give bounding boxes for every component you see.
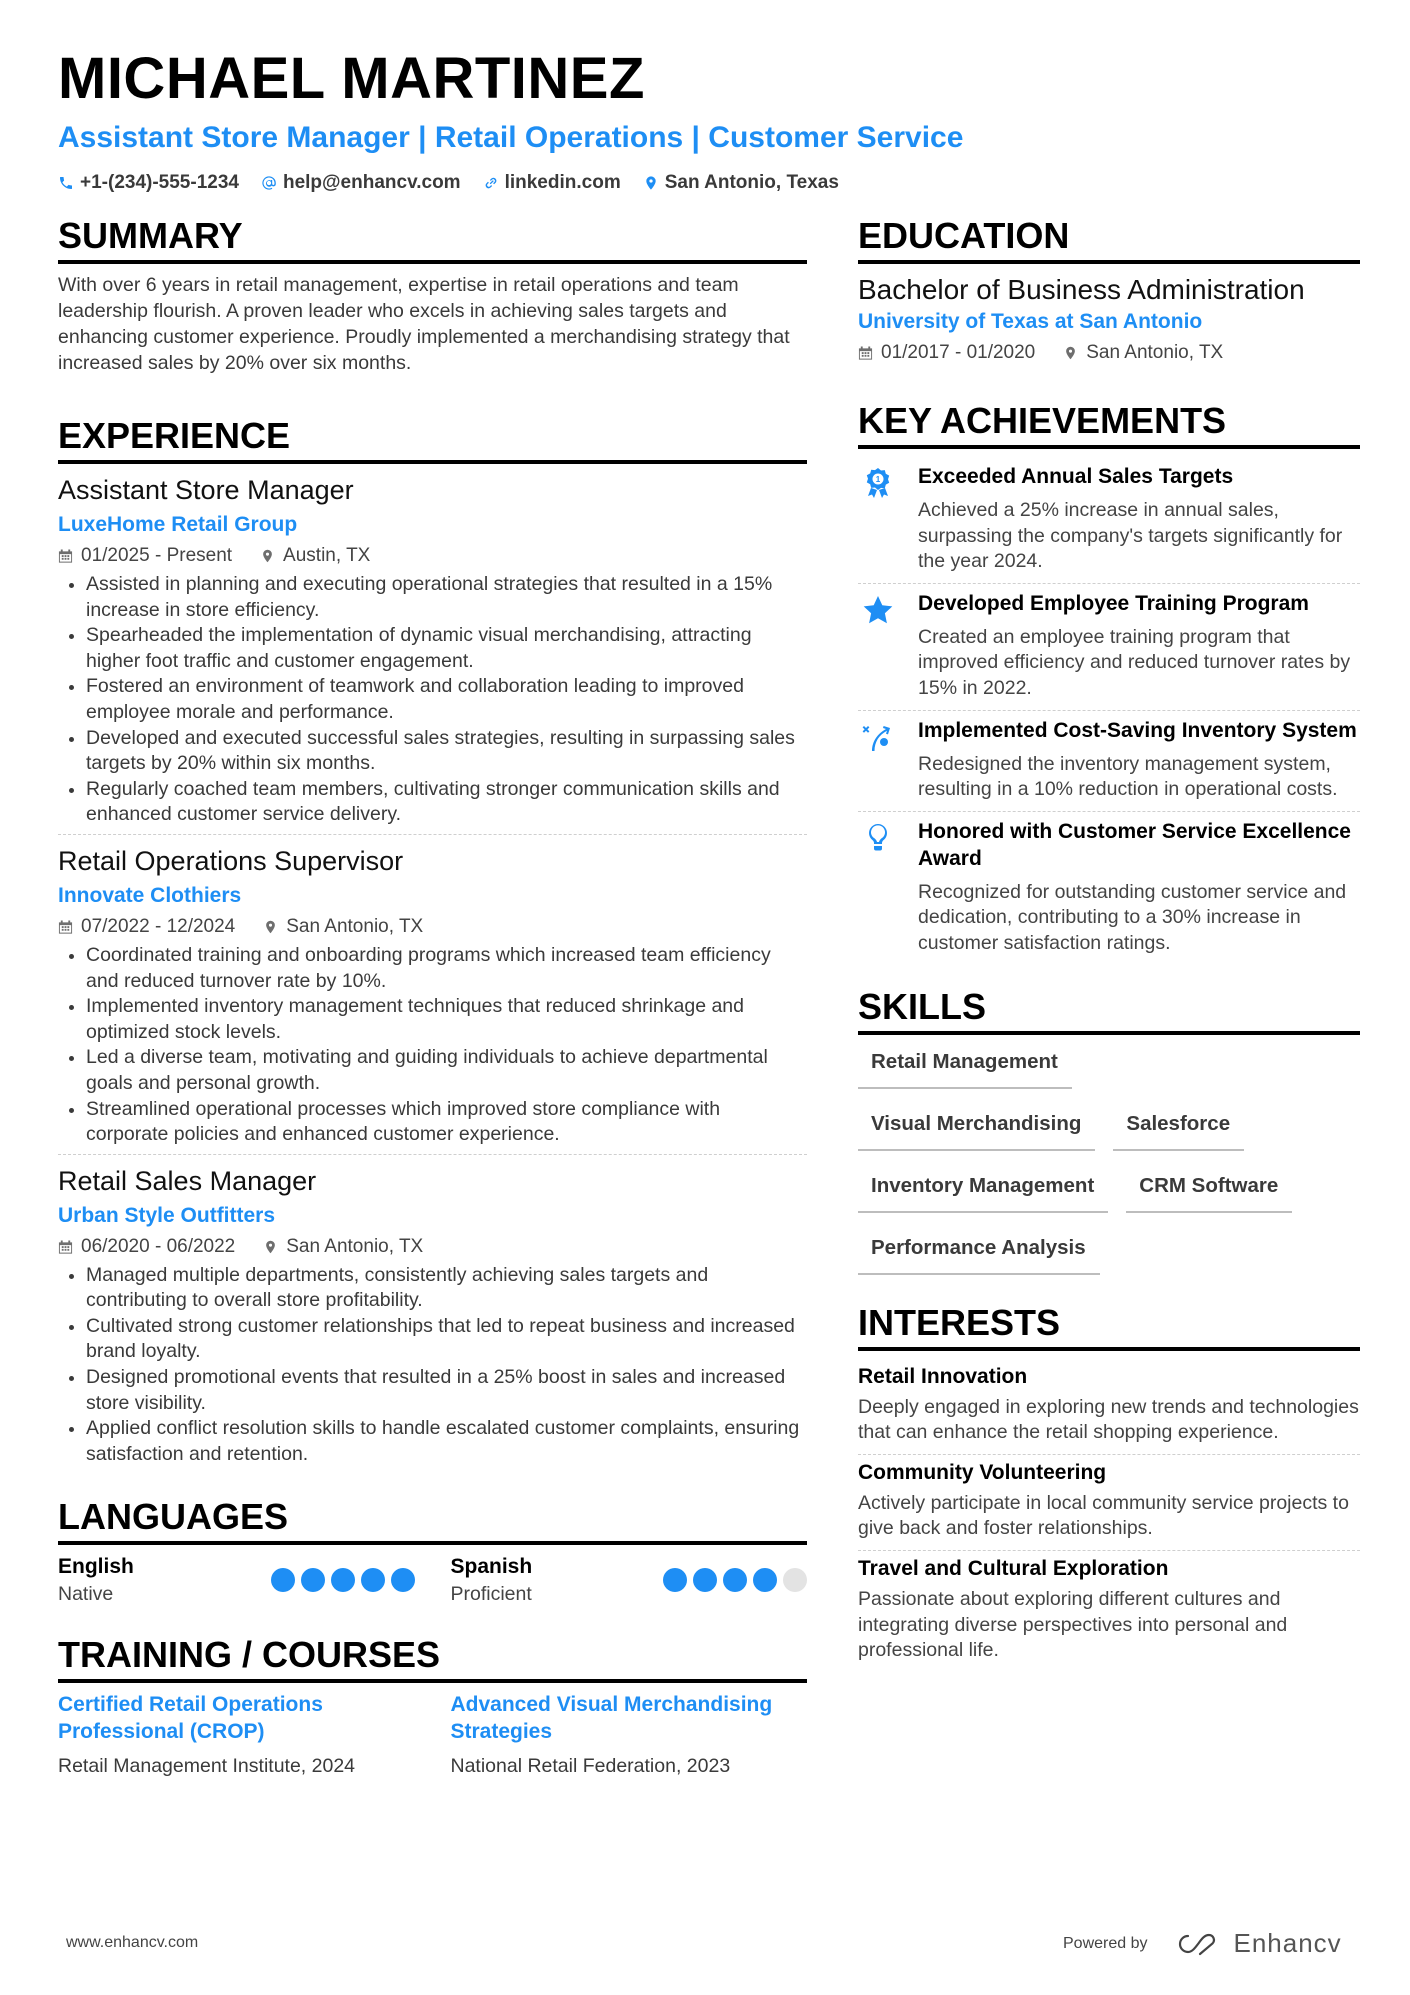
bullet-item: Designed promotional events that resulted in a 25% boost in sales and increased store visibility.	[58, 1365, 807, 1416]
job-location: Austin, TX	[260, 542, 370, 570]
interest-item	[858, 1359, 1360, 1454]
job-title: Retail Sales Manager	[58, 1165, 317, 1196]
job-location: San Antonio, TX	[263, 913, 423, 941]
interest-item	[858, 1454, 1360, 1550]
interests-section	[858, 1301, 1360, 1672]
location-pin-icon	[263, 1239, 278, 1255]
star-icon	[862, 594, 894, 626]
rating-dot-filled	[723, 1568, 747, 1592]
bullet-item: Cultivated strong customer relationships that led to repeat business and increased brand loyalty.	[58, 1314, 807, 1365]
language-name: Spanish	[450, 1555, 533, 1579]
skill-tag: CRM Software	[1126, 1167, 1292, 1213]
rating-dot-filled	[271, 1568, 295, 1592]
phone-text: +1-(234)-555-1234	[80, 172, 239, 193]
interest-desc: Actively participate in local community service projects to give back and foster relationships.	[858, 1491, 1349, 1540]
course-list	[58, 1691, 807, 1779]
enhancv-infinity-heart-icon	[1174, 1931, 1222, 1957]
contact-linkedin[interactable]	[483, 170, 621, 196]
bullet-item: Fostered an environment of teamwork and collaboration leading to improved employee morale and performance.	[58, 674, 807, 725]
skills-section	[858, 985, 1360, 1275]
linkedin-text: linkedin.com	[504, 172, 621, 193]
headline: Assistant Store Manager | Retail Operations | Customer Service	[58, 121, 964, 154]
job-meta	[58, 1233, 807, 1261]
rating-dot-filled	[663, 1568, 687, 1592]
course-title: Advanced Visual Merchandising Strategies	[450, 1693, 773, 1744]
powered-by-label: Powered by	[1063, 1934, 1148, 1952]
languages-section	[58, 1495, 807, 1607]
bullet-item: Streamlined operational processes which improved store compliance with corporate policies and enhanced customer experience.	[58, 1097, 807, 1148]
achievement-title: Exceeded Annual Sales Targets	[918, 465, 1234, 488]
degree: Bachelor of Business Administration	[858, 274, 1305, 305]
company-name: LuxeHome Retail Group	[58, 513, 298, 536]
section-title-education: EDUCATION	[858, 214, 1360, 264]
section-title-summary: SUMMARY	[58, 214, 807, 264]
job-meta	[58, 913, 807, 941]
bullet-item: Assisted in planning and executing operational strategies that resulted in a 15% increase in store efficiency.	[58, 572, 807, 623]
section-title-achievements: KEY ACHIEVEMENTS	[858, 399, 1360, 449]
achievement-item	[858, 811, 1360, 965]
achievement-desc: Achieved a 25% increase in annual sales, surpassing the company's targets significantly for the year 2024.	[918, 499, 1343, 573]
section-title-interests: INTERESTS	[858, 1301, 1360, 1351]
school-name: University of Texas at San Antonio	[858, 310, 1203, 333]
calendar-icon	[58, 548, 73, 564]
job-entry	[58, 834, 807, 1154]
achievements-section	[858, 399, 1360, 965]
rating-dot-filled	[753, 1568, 777, 1592]
location-pin-icon	[643, 175, 659, 191]
rating-dot-filled	[361, 1568, 385, 1592]
footer-branding	[1063, 1928, 1342, 1959]
interest-item	[858, 1550, 1360, 1672]
section-title-training: TRAINING / COURSES	[58, 1633, 807, 1683]
language-rating	[663, 1568, 807, 1592]
education-meta	[858, 339, 1360, 367]
interest-title: Community Volunteering	[858, 1460, 1107, 1484]
job-title: Assistant Store Manager	[58, 475, 354, 505]
right-column	[858, 214, 1360, 1672]
achievement-desc: Redesigned the inventory management system, resulting in a 10% reduction in operational costs.	[918, 752, 1338, 801]
contact-bar	[58, 170, 1358, 196]
job-location: San Antonio, TX	[263, 1233, 423, 1261]
job-bullets	[58, 943, 807, 1148]
job-meta	[58, 542, 807, 570]
skill-tag: Performance Analysis	[858, 1229, 1100, 1275]
location-text: San Antonio, Texas	[664, 172, 839, 193]
brand-name: Enhancv	[1233, 1928, 1342, 1958]
course-item	[451, 1691, 808, 1779]
location-pin-icon	[260, 548, 275, 564]
language-item	[58, 1553, 415, 1607]
rating-dot-filled	[693, 1568, 717, 1592]
section-title-experience: EXPERIENCE	[58, 414, 807, 464]
phone-icon	[58, 175, 74, 191]
interest-desc: Deeply engaged in exploring new trends and technologies that can enhance the retail shopping experience.	[858, 1395, 1359, 1444]
job-bullets	[58, 1263, 807, 1468]
candidate-name: MICHAEL MARTINEZ	[58, 46, 645, 111]
language-list	[58, 1553, 807, 1607]
interest-title: Travel and Cultural Exploration	[858, 1556, 1169, 1580]
calendar-icon	[58, 919, 73, 935]
education-location: San Antonio, TX	[1063, 339, 1223, 367]
language-rating	[271, 1568, 415, 1592]
training-section	[58, 1633, 807, 1779]
job-entry	[58, 1154, 807, 1474]
bullet-item: Spearheaded the implementation of dynamic visual merchandising, attracting higher foot traffic and customer engagement.	[58, 623, 807, 674]
lightbulb-icon	[862, 822, 894, 854]
course-provider: National Retail Federation, 2023	[450, 1755, 731, 1778]
strategy-path-icon	[862, 721, 894, 753]
education-section	[858, 214, 1360, 367]
job-entry	[58, 472, 807, 834]
skill-tag: Inventory Management	[858, 1167, 1108, 1213]
award-ribbon-icon	[862, 467, 894, 499]
experience-section	[58, 414, 807, 1473]
achievement-title: Honored with Customer Service Excellence Award	[918, 819, 1351, 870]
email-text: help@enhancv.com	[282, 172, 461, 193]
section-title-skills: SKILLS	[858, 985, 1360, 1035]
interest-title: Retail Innovation	[858, 1364, 1028, 1388]
language-level: Native	[58, 1583, 114, 1606]
achievement-title: Developed Employee Training Program	[918, 591, 1309, 615]
section-title-languages: LANGUAGES	[58, 1495, 807, 1545]
location-pin-icon	[1063, 345, 1078, 361]
skill-list	[858, 1043, 1338, 1275]
contact-phone[interactable]	[58, 170, 239, 196]
rating-dot-empty	[783, 1568, 807, 1592]
achievement-item	[858, 457, 1360, 583]
contact-location	[643, 170, 839, 196]
rating-dot-filled	[301, 1568, 325, 1592]
bullet-item: Coordinated training and onboarding programs which increased team efficiency and reduced turnover rate by 10%.	[58, 943, 807, 994]
job-dates: 06/2020 - 06/2022	[58, 1233, 235, 1261]
bullet-item: Led a diverse team, motivating and guiding individuals to achieve departmental goals and personal growth.	[58, 1045, 807, 1096]
calendar-icon	[58, 1239, 73, 1255]
achievement-item	[858, 583, 1360, 710]
company-name: Urban Style Outfitters	[58, 1203, 276, 1227]
contact-email[interactable]	[261, 170, 461, 196]
achievement-desc: Created an employee training program that improved efficiency and reduced turnover rates by 15% in 2022.	[918, 625, 1351, 699]
course-provider: Retail Management Institute, 2024	[58, 1755, 356, 1778]
rating-dot-filled	[391, 1568, 415, 1592]
achievement-desc: Recognized for outstanding customer service and dedication, contributing to a 30% increase in customer satisfaction ratings.	[918, 880, 1347, 954]
resume-header	[58, 44, 1358, 196]
rating-dot-filled	[331, 1568, 355, 1592]
skill-tag: Retail Management	[858, 1043, 1072, 1089]
bullet-item: Applied conflict resolution skills to handle escalated customer complaints, ensuring satisfaction and retention.	[58, 1416, 807, 1467]
job-bullets	[58, 572, 807, 828]
bullet-item: Developed and executed successful sales strategies, resulting in surpassing sales targets by 20% within six months.	[58, 726, 807, 777]
education-dates: 01/2017 - 01/2020	[858, 339, 1035, 367]
language-item	[451, 1553, 808, 1607]
job-dates: 07/2022 - 12/2024	[58, 913, 235, 941]
location-pin-icon	[263, 919, 278, 935]
job-dates: 01/2025 - Present	[58, 542, 232, 570]
at-icon	[261, 175, 277, 191]
language-name: English	[58, 1555, 134, 1579]
job-title: Retail Operations Supervisor	[58, 845, 404, 876]
company-name: Innovate Clothiers	[58, 883, 242, 907]
course-title: Certified Retail Operations Professional (CROP)	[58, 1693, 323, 1744]
bullet-item: Managed multiple departments, consistently achieving sales targets and contributing to overall store profitability.	[58, 1263, 807, 1314]
summary-section	[58, 214, 807, 376]
link-icon	[483, 175, 499, 191]
calendar-icon	[858, 345, 873, 361]
skill-tag: Salesforce	[1113, 1105, 1244, 1151]
summary-text: With over 6 years in retail management, expertise in retail operations and team leadership flourish. A proven leader who excels in achieving sales targets and enhancing customer experience. Proudly implemented a merchandising strategy that increased sales by 20% over six months.	[58, 274, 790, 374]
skill-tag: Visual Merchandising	[858, 1105, 1095, 1151]
left-column	[58, 214, 807, 1779]
bullet-item: Implemented inventory management techniques that reduced shrinkage and optimized stock levels.	[58, 994, 807, 1045]
svg-text:1: 1	[875, 475, 881, 484]
enhancv-logo[interactable]	[1174, 1928, 1342, 1959]
achievement-item	[858, 710, 1360, 811]
interest-desc: Passionate about exploring different cultures and integrating diverse perspectives into personal and professional life.	[858, 1587, 1288, 1662]
footer-website[interactable]: www.enhancv.com	[66, 1934, 199, 1951]
bullet-item: Regularly coached team members, cultivating stronger communication skills and enhanced customer service delivery.	[58, 777, 807, 828]
course-item	[58, 1691, 415, 1779]
language-level: Proficient	[450, 1583, 532, 1606]
achievement-title: Implemented Cost-Saving Inventory System	[918, 718, 1357, 742]
